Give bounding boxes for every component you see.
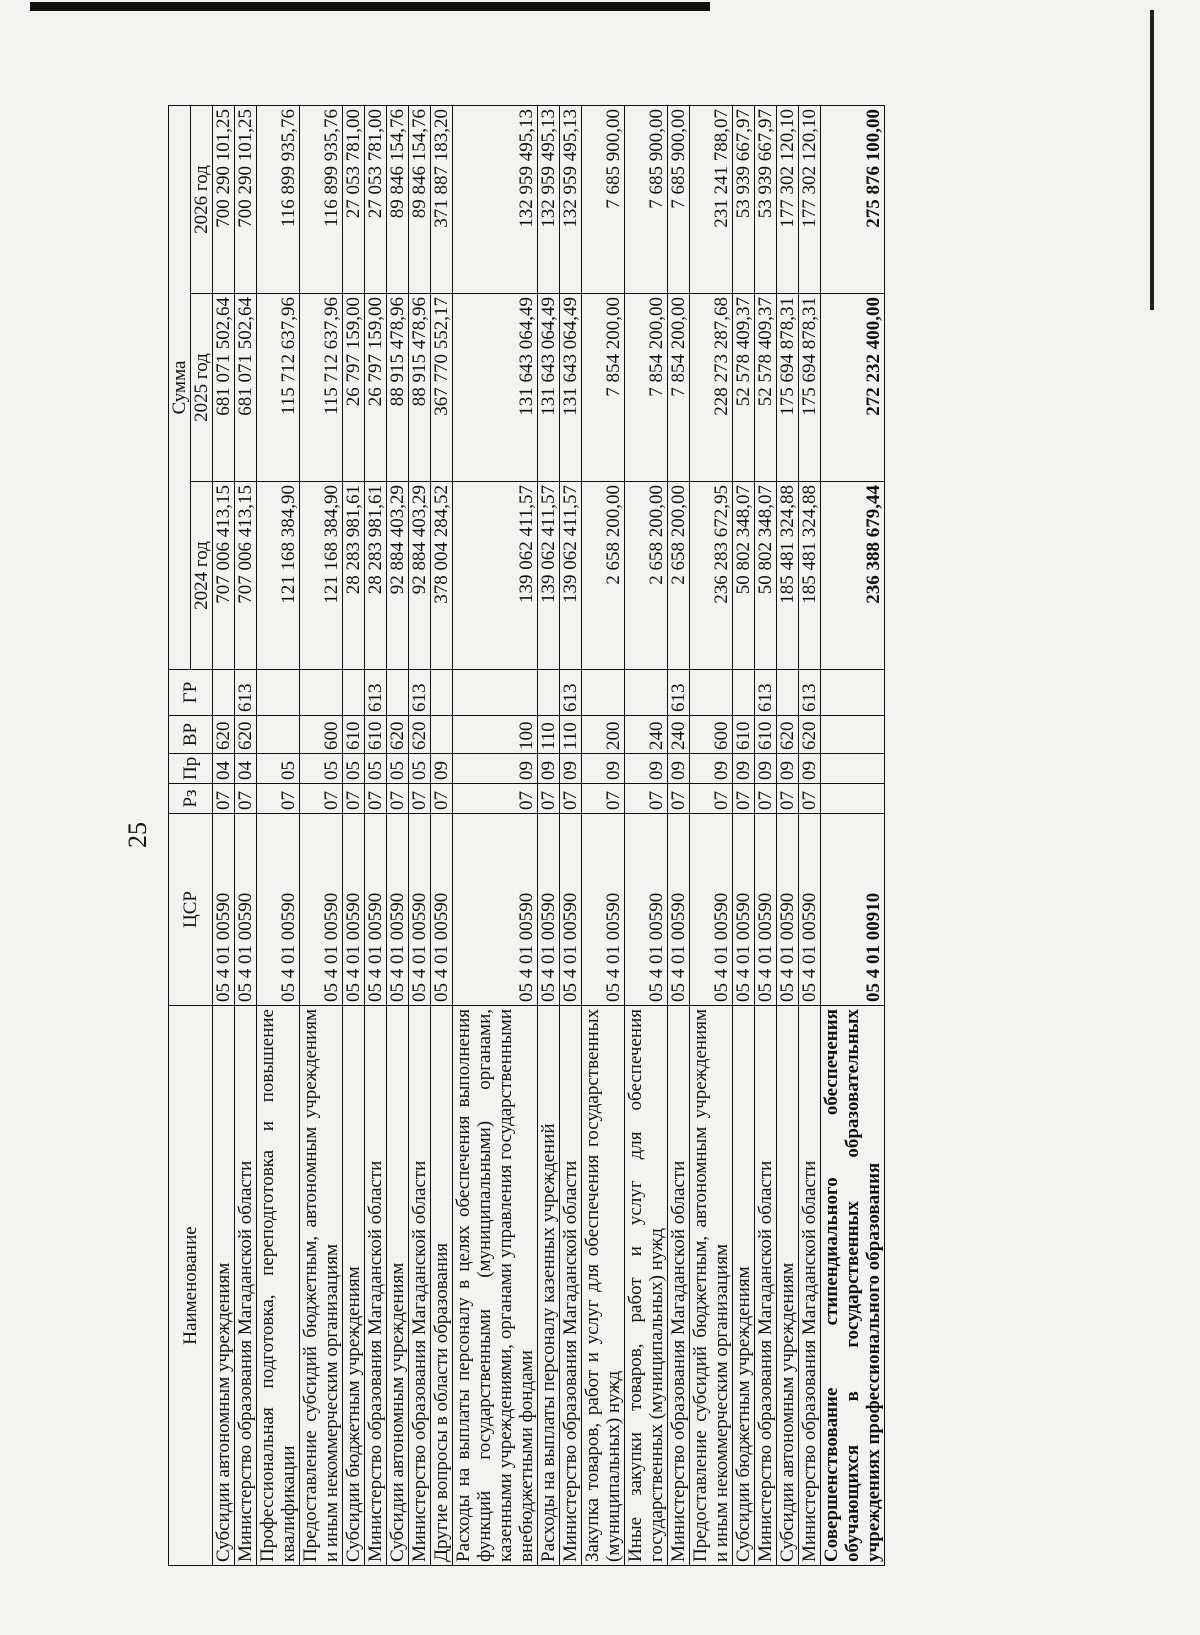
cell-gr (453, 670, 538, 716)
cell-csr: 05 4 01 00590 (733, 814, 755, 1006)
cell-gr (387, 670, 409, 716)
cell-rz: 07 (799, 784, 821, 814)
table-row (821, 105, 885, 1565)
cell-rz: 07 (300, 784, 343, 814)
cell-name: Иные закупки товаров, работ и услуг для обеспечения государственных (муниципальных) нужд (625, 1006, 668, 1566)
cell-gr (431, 670, 453, 716)
cell-pr: 09 (777, 754, 799, 784)
cell-csr: 05 4 01 00590 (343, 814, 365, 1006)
cell-rz: 07 (387, 784, 409, 814)
cell-y2026: 371 887 183,20 (431, 105, 453, 293)
cell-y2025: 7 854 200,00 (582, 294, 625, 482)
cell-vr: 620 (777, 716, 799, 754)
cell-gr: 613 (409, 670, 431, 716)
cell-csr: 05 4 01 00590 (409, 814, 431, 1006)
cell-gr (690, 670, 733, 716)
cell-pr: 04 (213, 754, 235, 784)
header-2026: 2026 год (191, 105, 213, 293)
cell-y2026: 116 899 935,76 (300, 105, 343, 293)
cell-y2024: 2 658 200,00 (625, 482, 668, 670)
cell-name: Закупка товаров, работ и услуг для обеспечения государственных (муниципальных) нужд (582, 1006, 625, 1566)
table-row (300, 105, 343, 1565)
table-row (755, 105, 777, 1565)
cell-pr: 04 (235, 754, 257, 784)
header-sum: Сумма (169, 105, 191, 669)
cell-vr (257, 716, 300, 754)
cell-rz: 07 (213, 784, 235, 814)
cell-name: Министерство образования Магаданской области (409, 1006, 431, 1566)
cell-y2025: 26 797 159,00 (343, 294, 365, 482)
table-row (690, 105, 733, 1565)
cell-csr: 05 4 01 00590 (431, 814, 453, 1006)
table-row (538, 105, 560, 1565)
page-number: 25 (123, 822, 152, 848)
cell-rz: 07 (343, 784, 365, 814)
cell-vr: 110 (538, 716, 560, 754)
table-row (343, 105, 365, 1565)
cell-y2026: 177 302 120,10 (777, 105, 799, 293)
cell-gr (213, 670, 235, 716)
header-2025: 2025 год (191, 294, 213, 482)
cell-name: Министерство образования Магаданской области (755, 1006, 777, 1566)
cell-rz: 07 (755, 784, 777, 814)
cell-csr: 05 4 01 00590 (777, 814, 799, 1006)
cell-y2025: 115 712 637,96 (257, 294, 300, 482)
cell-gr (257, 670, 300, 716)
cell-y2025: 131 643 064,49 (560, 294, 582, 482)
table-row (560, 105, 582, 1565)
cell-pr: 09 (582, 754, 625, 784)
cell-y2024: 139 062 411,57 (453, 482, 538, 670)
cell-y2025: 131 643 064,49 (453, 294, 538, 482)
cell-csr: 05 4 01 00590 (300, 814, 343, 1006)
cell-vr: 620 (235, 716, 257, 754)
cell-name: Субсидии автономным учреждениям (213, 1006, 235, 1566)
cell-y2025: 367 770 552,17 (431, 294, 453, 482)
cell-vr: 610 (755, 716, 777, 754)
cell-vr (821, 716, 885, 754)
cell-y2024: 236 283 672,95 (690, 482, 733, 670)
cell-gr (538, 670, 560, 716)
cell-pr: 09 (560, 754, 582, 784)
cell-rz: 07 (690, 784, 733, 814)
rotated-page (168, 106, 1048, 1566)
cell-gr (733, 670, 755, 716)
scan-top-edge (30, 2, 710, 11)
cell-csr: 05 4 01 00590 (625, 814, 668, 1006)
cell-name: Министерство образования Магаданской области (560, 1006, 582, 1566)
cell-y2025: 131 643 064,49 (538, 294, 560, 482)
table-row (213, 105, 235, 1565)
cell-rz: 07 (431, 784, 453, 814)
cell-y2024: 707 006 413,15 (213, 482, 235, 670)
table-row (625, 105, 668, 1565)
cell-vr: 620 (213, 716, 235, 754)
cell-csr: 05 4 01 00590 (365, 814, 387, 1006)
cell-y2026: 89 846 154,76 (387, 105, 409, 293)
table-row (582, 105, 625, 1565)
cell-name: Субсидии автономным учреждениям (777, 1006, 799, 1566)
header-csr: ЦСР (169, 814, 213, 1006)
cell-vr: 620 (409, 716, 431, 754)
cell-csr: 05 4 01 00590 (453, 814, 538, 1006)
cell-pr: 05 (365, 754, 387, 784)
cell-vr: 610 (733, 716, 755, 754)
cell-pr: 09 (733, 754, 755, 784)
cell-y2024: 707 006 413,15 (235, 482, 257, 670)
cell-y2024: 139 062 411,57 (560, 482, 582, 670)
cell-gr: 613 (755, 670, 777, 716)
cell-y2024: 121 168 384,90 (257, 482, 300, 670)
cell-y2024: 236 388 679,44 (821, 482, 885, 670)
cell-y2026: 132 959 495,13 (453, 105, 538, 293)
cell-gr: 613 (235, 670, 257, 716)
cell-y2025: 681 071 502,64 (235, 294, 257, 482)
cell-y2026: 177 302 120,10 (799, 105, 821, 293)
cell-y2026: 53 939 667,97 (755, 105, 777, 293)
cell-y2024: 139 062 411,57 (538, 482, 560, 670)
cell-y2026: 700 290 101,25 (235, 105, 257, 293)
cell-y2024: 28 283 981,61 (365, 482, 387, 670)
cell-y2024: 92 884 403,29 (409, 482, 431, 670)
cell-vr: 240 (625, 716, 668, 754)
cell-name: Профессиональная подготовка, переподготовка и повышение квалификации (257, 1006, 300, 1566)
cell-y2026: 7 685 900,00 (582, 105, 625, 293)
cell-rz: 07 (365, 784, 387, 814)
cell-gr (343, 670, 365, 716)
cell-pr: 09 (453, 754, 538, 784)
cell-csr: 05 4 01 00590 (235, 814, 257, 1006)
budget-table (168, 105, 885, 1566)
cell-rz: 07 (560, 784, 582, 814)
cell-y2024: 28 283 981,61 (343, 482, 365, 670)
cell-rz: 07 (453, 784, 538, 814)
cell-y2024: 185 481 324,88 (799, 482, 821, 670)
table-row (387, 105, 409, 1565)
cell-pr (821, 754, 885, 784)
cell-gr (777, 670, 799, 716)
cell-y2025: 115 712 637,96 (300, 294, 343, 482)
cell-y2025: 681 071 502,64 (213, 294, 235, 482)
cell-rz: 07 (582, 784, 625, 814)
cell-pr: 09 (538, 754, 560, 784)
cell-y2026: 132 959 495,13 (560, 105, 582, 293)
cell-y2025: 7 854 200,00 (625, 294, 668, 482)
cell-y2026: 27 053 781,00 (365, 105, 387, 293)
cell-gr: 613 (668, 670, 690, 716)
cell-y2024: 50 802 348,07 (733, 482, 755, 670)
cell-rz: 07 (733, 784, 755, 814)
cell-pr: 09 (431, 754, 453, 784)
cell-y2026: 700 290 101,25 (213, 105, 235, 293)
cell-pr: 09 (690, 754, 733, 784)
cell-csr: 05 4 01 00590 (582, 814, 625, 1006)
cell-y2026: 275 876 100,00 (821, 105, 885, 293)
cell-csr: 05 4 01 00590 (560, 814, 582, 1006)
cell-csr: 05 4 01 00910 (821, 814, 885, 1006)
cell-name: Министерство образования Магаданской области (799, 1006, 821, 1566)
cell-vr: 240 (668, 716, 690, 754)
cell-y2026: 132 959 495,13 (538, 105, 560, 293)
cell-rz: 07 (538, 784, 560, 814)
cell-y2024: 2 658 200,00 (582, 482, 625, 670)
cell-rz: 07 (668, 784, 690, 814)
header-vr: ВР (169, 716, 213, 754)
header-rz: Рз (169, 784, 213, 814)
cell-name: Субсидии бюджетным учреждениям (733, 1006, 755, 1566)
cell-name: Расходы на выплаты персоналу в целях обеспечения выполнения функций государственными (муниципальными) органами, казенными учреждениями, органами управления государственными внебюджетными фондами (453, 1006, 538, 1566)
cell-rz: 07 (409, 784, 431, 814)
cell-vr: 200 (582, 716, 625, 754)
cell-y2024: 92 884 403,29 (387, 482, 409, 670)
cell-name: Субсидии бюджетным учреждениям (343, 1006, 365, 1566)
cell-y2024: 121 168 384,90 (300, 482, 343, 670)
cell-y2024: 50 802 348,07 (755, 482, 777, 670)
table-row (431, 105, 453, 1565)
cell-y2026: 7 685 900,00 (668, 105, 690, 293)
cell-vr: 610 (343, 716, 365, 754)
cell-vr: 620 (799, 716, 821, 754)
cell-name: Совершенствование стипендиального обеспечения обучающихся в государственных образовательных учреждениях профессионального образования (821, 1006, 885, 1566)
cell-pr: 09 (668, 754, 690, 784)
header-pr: Пр (169, 754, 213, 784)
table-row (453, 105, 538, 1565)
cell-y2025: 88 915 478,96 (409, 294, 431, 482)
cell-y2025: 26 797 159,00 (365, 294, 387, 482)
cell-csr: 05 4 01 00590 (257, 814, 300, 1006)
cell-rz: 07 (777, 784, 799, 814)
cell-gr (582, 670, 625, 716)
cell-pr: 05 (387, 754, 409, 784)
cell-vr: 600 (690, 716, 733, 754)
table-row (777, 105, 799, 1565)
cell-gr (821, 670, 885, 716)
cell-y2025: 52 578 409,37 (755, 294, 777, 482)
cell-name: Субсидии автономным учреждениям (387, 1006, 409, 1566)
cell-name: Министерство образования Магаданской области (235, 1006, 257, 1566)
cell-vr: 100 (453, 716, 538, 754)
cell-vr (431, 716, 453, 754)
cell-y2026: 231 241 788,07 (690, 105, 733, 293)
cell-gr: 613 (365, 670, 387, 716)
header-2024: 2024 год (191, 482, 213, 670)
table-row (799, 105, 821, 1565)
cell-y2026: 116 899 935,76 (257, 105, 300, 293)
table-row (733, 105, 755, 1565)
cell-rz (821, 784, 885, 814)
cell-y2026: 7 685 900,00 (625, 105, 668, 293)
cell-y2025: 7 854 200,00 (668, 294, 690, 482)
cell-pr: 09 (755, 754, 777, 784)
cell-csr: 05 4 01 00590 (538, 814, 560, 1006)
table-row (235, 105, 257, 1565)
cell-y2025: 175 694 878,31 (777, 294, 799, 482)
header-name: Наименование (169, 1006, 213, 1566)
cell-name: Расходы на выплаты персоналу казенных учреждений (538, 1006, 560, 1566)
cell-y2024: 2 658 200,00 (668, 482, 690, 670)
cell-csr: 05 4 01 00590 (799, 814, 821, 1006)
cell-y2025: 272 232 400,00 (821, 294, 885, 482)
header-row-1 (169, 105, 191, 1565)
scan-right-edge (1150, 10, 1154, 310)
cell-y2026: 53 939 667,97 (733, 105, 755, 293)
cell-pr: 05 (343, 754, 365, 784)
cell-pr: 09 (799, 754, 821, 784)
cell-gr: 613 (799, 670, 821, 716)
cell-name: Предоставление субсидий бюджетным, автономным учреждениям и иным некоммерческим организациям (690, 1006, 733, 1566)
table-row (257, 105, 300, 1565)
cell-rz: 07 (235, 784, 257, 814)
table-row (365, 105, 387, 1565)
cell-csr: 05 4 01 00590 (387, 814, 409, 1006)
cell-name: Министерство образования Магаданской области (365, 1006, 387, 1566)
cell-gr: 613 (560, 670, 582, 716)
cell-y2025: 88 915 478,96 (387, 294, 409, 482)
cell-y2026: 89 846 154,76 (409, 105, 431, 293)
cell-csr: 05 4 01 00590 (690, 814, 733, 1006)
cell-pr: 05 (409, 754, 431, 784)
table-row (668, 105, 690, 1565)
cell-name: Министерство образования Магаданской области (668, 1006, 690, 1566)
cell-gr (625, 670, 668, 716)
cell-pr: 05 (257, 754, 300, 784)
cell-y2026: 27 053 781,00 (343, 105, 365, 293)
table-row (409, 105, 431, 1565)
header-gr: ГР (169, 670, 213, 716)
cell-vr: 600 (300, 716, 343, 754)
cell-vr: 110 (560, 716, 582, 754)
cell-csr: 05 4 01 00590 (668, 814, 690, 1006)
cell-y2024: 185 481 324,88 (777, 482, 799, 670)
cell-name: Предоставление субсидий бюджетным, автономным учреждениям и иным некоммерческим организациям (300, 1006, 343, 1566)
cell-y2025: 52 578 409,37 (733, 294, 755, 482)
cell-vr: 620 (387, 716, 409, 754)
cell-pr: 09 (625, 754, 668, 784)
cell-y2024: 378 004 284,52 (431, 482, 453, 670)
cell-vr: 610 (365, 716, 387, 754)
cell-csr: 05 4 01 00590 (755, 814, 777, 1006)
table-body (213, 105, 885, 1565)
cell-gr (300, 670, 343, 716)
cell-rz: 07 (257, 784, 300, 814)
cell-y2025: 228 273 287,68 (690, 294, 733, 482)
cell-rz: 07 (625, 784, 668, 814)
cell-pr: 05 (300, 754, 343, 784)
cell-csr: 05 4 01 00590 (213, 814, 235, 1006)
cell-name: Другие вопросы в области образования (431, 1006, 453, 1566)
cell-y2025: 175 694 878,31 (799, 294, 821, 482)
